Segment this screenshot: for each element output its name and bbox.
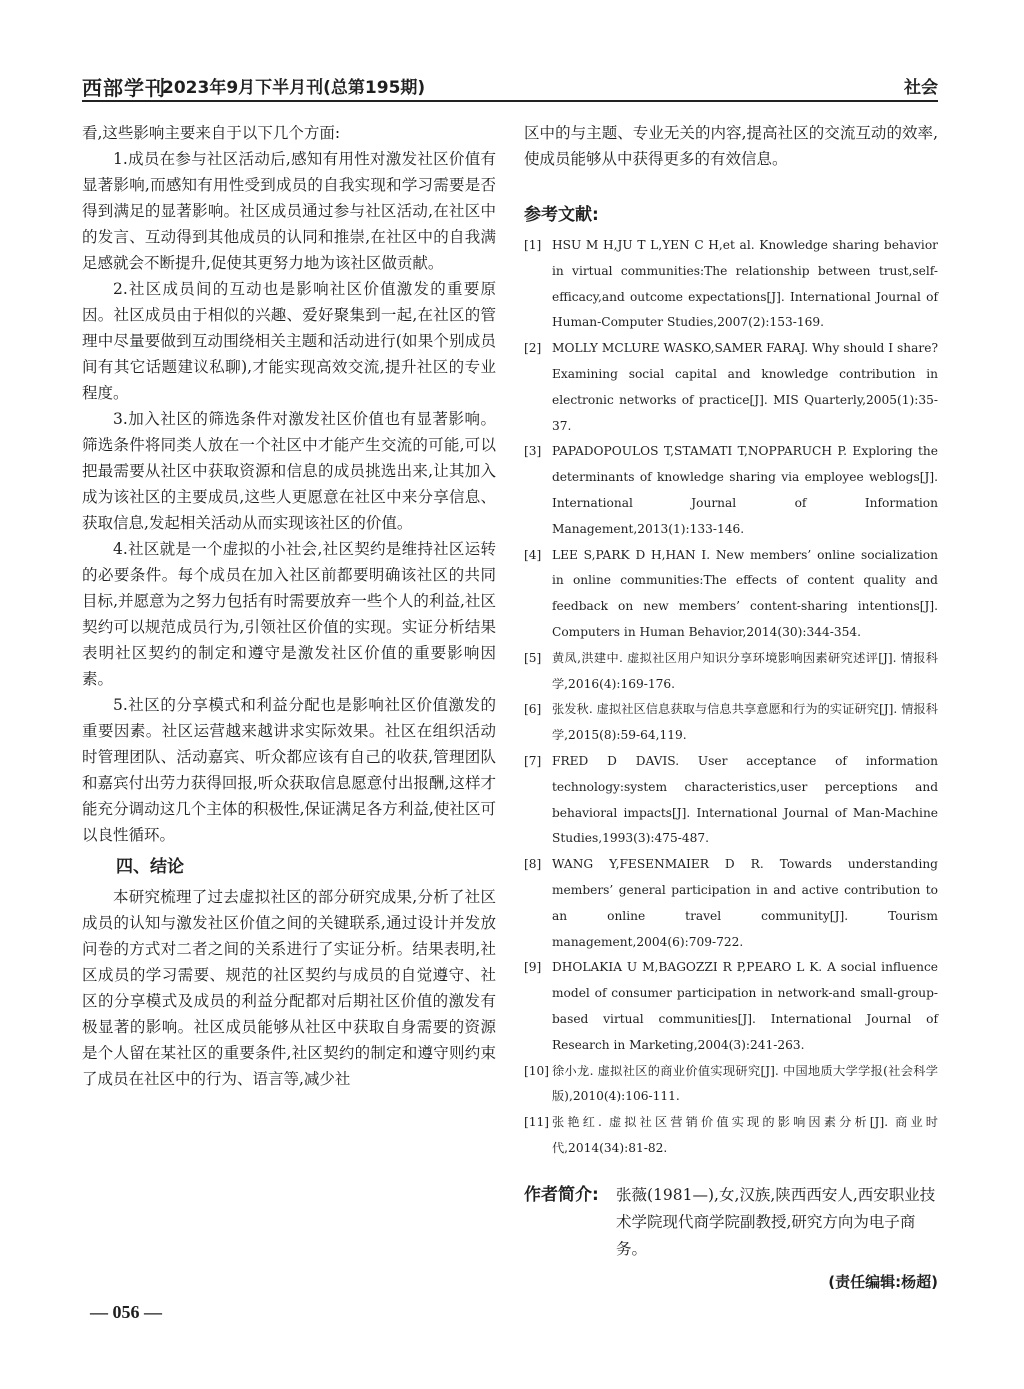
- reference-item: [524, 233, 938, 336]
- paragraph: 1.成员在参与社区活动后,感知有用性对激发社区价值有显著影响,而感知有用性受到成员的自我实现和学习需要是否得到满足的显著影响。社区成员通过参与社区活动,在社区中的发言、互动得到其他成员的认同和推崇,在社区中的自我满足感就会不断提升,促使其更努力地为该社区做贡献。: [82, 150, 496, 272]
- reference-number: [2]: [524, 341, 542, 356]
- reference-item: [524, 955, 938, 1058]
- reference-number: [4]: [524, 547, 542, 562]
- reference-item: [524, 1110, 938, 1162]
- paragraph: 2.社区成员间的互动也是影响社区价值激发的重要原因。社区成员由于相似的兴趣、爱好聚集到一起,在社区的管理中尽量要做到互动围绕相关主题和活动进行(如果个别成员间有其它话题建议私聊),才能实现高效交流,提升社区的专业程度。: [82, 280, 496, 402]
- author-text: 张薇(1981—),女,汉族,陕西西安人,西安职业技术学院现代商学院副教授,研究方向为电子商务。: [616, 1185, 936, 1258]
- reference-number: [1]: [524, 238, 542, 252]
- reference-number: [8]: [524, 857, 542, 872]
- reference-number: [6]: [524, 702, 542, 717]
- reference-text: WANG Y,FESENMAIER D R. Towards understanding members’ general participation in and active contribution to an online travel community[J]. Tourism management,2004(6):709-722.: [552, 857, 938, 949]
- reference-text: 徐小龙. 虚拟社区的商业价值实现研究[J]. 中国地质大学学报(社会科学版),2010(4):106-111.: [552, 1063, 938, 1104]
- paragraph: 5.社区的分享模式和利益分配也是影响社区价值激发的重要因素。社区运营越来越讲求实际效果。社区在组织活动时管理团队、活动嘉宾、听众都应该有自己的收获,管理团队和嘉宾付出劳力获得回报,听众获取信息愿意付出报酬,这样才能充分调动这几个主体的积极性,保证满足各方利益,使社区可以良性循环。: [82, 696, 496, 844]
- section-heading: 四、结论: [116, 857, 184, 877]
- reference-text: PAPADOPOULOS T,STAMATI T,NOPPARUCH P. Exploring the determinants of knowledge sharing via employee weblogs[J]. International Journal of Information Management,2013(1):133-146.: [552, 444, 938, 536]
- reference-number: [5]: [524, 650, 542, 665]
- reference-item: [524, 336, 938, 439]
- page-number: — 056 —: [90, 1302, 162, 1322]
- author-bio: [524, 1182, 938, 1263]
- page-header: [82, 72, 938, 102]
- reference-number: [10]: [524, 1063, 550, 1078]
- right-column: [524, 120, 938, 1292]
- reference-text: FRED D DAVIS. User acceptance of information technology:system characteristics,user perceptions and behavioral impacts[J]. International Journal of Man-Machine Studies,1993(3):475-487.: [552, 753, 938, 846]
- reference-item: [524, 543, 938, 646]
- reference-text: DHOLAKIA U M,BAGOZZI R P,PEARO L K. A social influence model of consumer participation in network-and small-group-based virtual communities[J]. International Journal of Research in Marketing,2004(3):241-263.: [552, 960, 938, 1052]
- conclusion-paragraph: 本研究梳理了过去虚拟社区的部分研究成果,分析了社区成员的认知与激发社区价值之间的关键联系,通过设计并发放问卷的方式对二者之间的关系进行了实证分析。结果表明,社区成员的学习需要、规范的社区契约与成员的自觉遵守、社区的分享模式及成员的利益分配都对后期社区价值的激发有极显著的影响。社区成员能够从社区中获取自身需要的资源是个人留在某社区的重要条件,社区契约的制定和遵守则约束了成员在社区中的行为、语言等,减少社: [82, 888, 496, 1088]
- reference-number: [9]: [524, 960, 542, 975]
- issue-info: 2023年9月下半月刊(总第195期): [162, 78, 426, 98]
- reference-number: [11]: [524, 1115, 550, 1130]
- reference-item: [524, 697, 938, 749]
- left-column: [82, 120, 496, 1092]
- reference-text: 张发秋. 虚拟社区信息获取与信息共享意愿和行为的实证研究[J]. 情报科学,2015(8):59-64,119.: [552, 702, 938, 743]
- reference-number: [7]: [524, 753, 542, 768]
- reference-text: 张艳红. 虚拟社区营销价值实现的影响因素分析[J]. 商业时代,2014(34):81-82.: [552, 1115, 938, 1155]
- reference-text: HSU M H,JU T L,YEN C H,et al. Knowledge sharing behavior in virtual communities:The relationship between trust,self-efficacy,and outcome expectations[J]. International Journal of Human-Computer Studies,2007(2):153-169.: [552, 238, 938, 330]
- reference-text: LEE S,PARK D H,HAN I. New members’ online socialization in online communities:The effects of content quality and feedback on new members’ content-sharing intentions[J]. Computers in Human Behavior,2014(30):344-354.: [552, 547, 938, 639]
- paragraph: 4.社区就是一个虚拟的小社会,社区契约是维持社区运转的必要条件。每个成员在加入社区前都要明确该社区的共同目标,并愿意为之努力包括有时需要放弃一些个人的利益,社区契约可以规范成员行为,引领社区价值的实现。实证分析结果表明社区契约的制定和遵守是激发社区价值的重要影响因素。: [82, 540, 496, 688]
- paragraph-continuation: 区中的与主题、专业无关的内容,提高社区的交流互动的效率,使成员能够从中获得更多的有效信息。: [524, 124, 938, 168]
- reference-item: [524, 646, 938, 698]
- reference-item: [524, 749, 938, 852]
- references-list: [524, 233, 938, 1162]
- journal-logo: 西部学刊: [82, 76, 166, 100]
- paragraph: 看,这些影响主要来自于以下几个方面:: [82, 124, 341, 142]
- reference-text: 黄凤,洪建中. 虚拟社区用户知识分享环境影响因素研究述评[J]. 情报科学,2016(4):169-176.: [552, 650, 938, 691]
- reference-number: [3]: [524, 444, 542, 459]
- responsible-editor: (责任编辑:杨超): [828, 1272, 938, 1291]
- references-title: 参考文献:: [524, 205, 599, 225]
- reference-text: MOLLY MCLURE WASKO,SAMER FARAJ. Why should I share? Examining social capital and knowledge contribution in electronic networks of practice[J]. MIS Quarterly,2005(1):35-37.: [552, 341, 938, 433]
- reference-item: [524, 1059, 938, 1111]
- section-name: 社会: [904, 78, 938, 98]
- reference-item: [524, 852, 938, 955]
- reference-item: [524, 439, 938, 542]
- paragraph: 3.加入社区的筛选条件对激发社区价值也有显著影响。筛选条件将同类人放在一个社区中才能产生交流的可能,可以把最需要从社区中获取资源和信息的成员挑选出来,让其加入成为该社区的主要成员,这些人更愿意在社区中来分享信息、获取信息,发起相关活动从而实现该社区的价值。: [82, 410, 496, 532]
- author-label: 作者简介:: [524, 1184, 599, 1205]
